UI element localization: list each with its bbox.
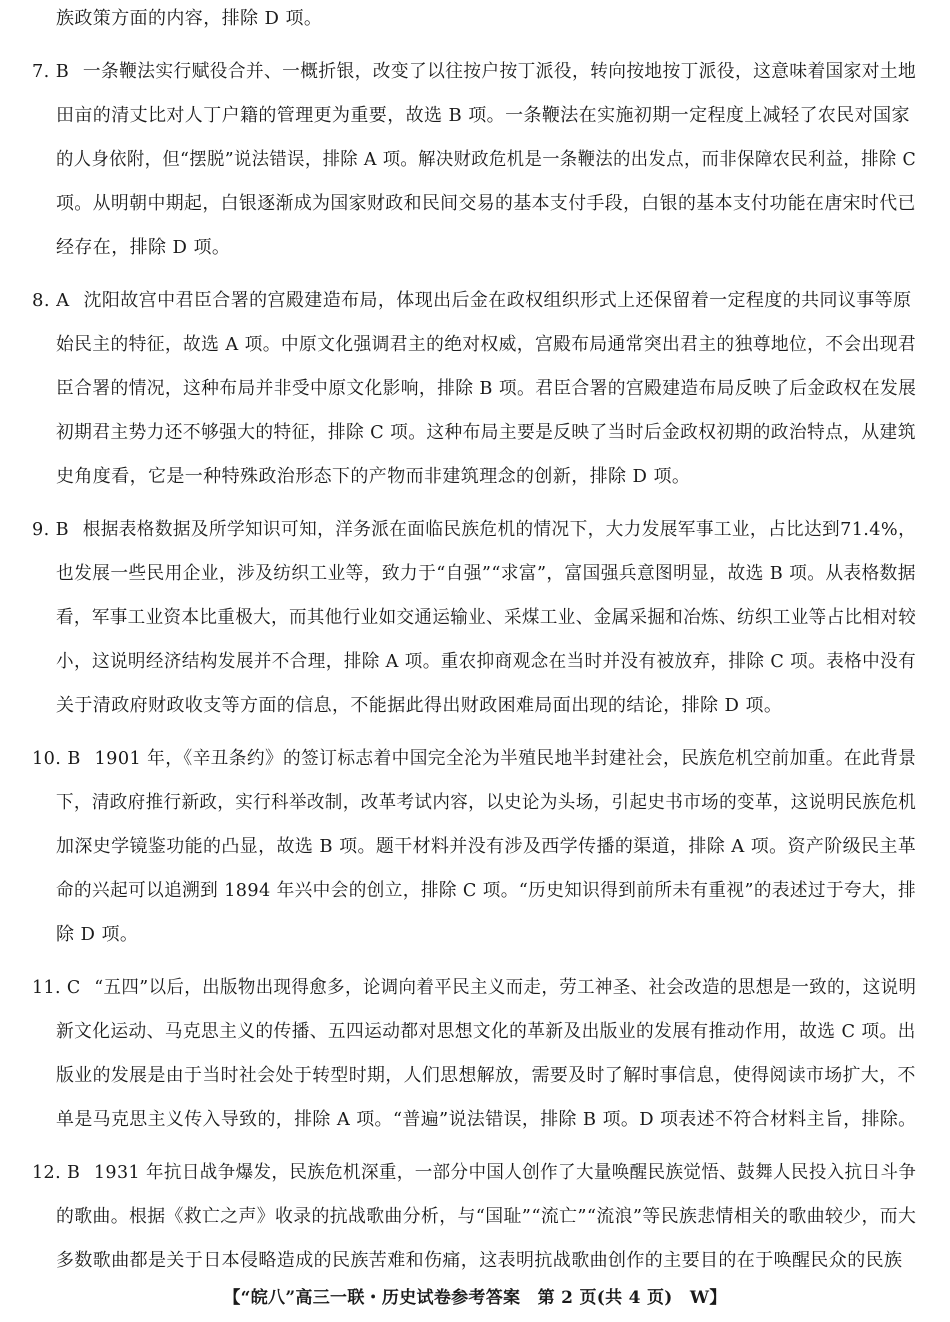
answer-line: 单是马克思主义传入导致的，排除 A 项。“普遍”说法错误，排除 B 项。D 项表述不符合材料主旨，排除。 — [56, 1109, 917, 1130]
answer-text: 沈阳故宫中君臣合署的宫殿建造布局，体现出后金在政权组织形式上还保留着一定程度的共同议事等原 — [83, 290, 912, 311]
answer-text: 一条鞭法实行赋役合并、一概折银，改变了以往按户按丁派役，转向按地按丁派役，这意味着国家对土地 — [82, 61, 917, 82]
answer-number: 7. B — [32, 61, 70, 82]
page-footer: 【“皖八”高三一联・历史试卷参考答案 第 2 页(共 4 页) W】 — [223, 1288, 727, 1308]
answer-text: 1931 年抗日战争爆发，民族危机深重，一部分中国人创作了大量唤醒民族觉悟、鼓舞人民投入抗日斗争 — [93, 1162, 917, 1183]
answer-line — [32, 518, 917, 542]
answer-line: 小，这说明经济结构发展并不合理，排除 A 项。重农抑商观念在当时并没有被放弃，排除 C 项。表格中没有 — [56, 651, 917, 672]
answer-text: “五四”以后，出版物出现得愈多，论调向着平民主义而走，劳工神圣、社会改造的思想是一致的，这说明 — [94, 977, 917, 998]
answer-line — [32, 976, 917, 1000]
answer-number: 8. A — [32, 290, 70, 311]
answer-line — [32, 747, 917, 771]
answer-line: 关于清政府财政收支等方面的信息，不能据此得出财政困难局面出现的结论，排除 D 项。 — [56, 695, 783, 716]
answer-line: 版业的发展是由于当时社会处于转型时期，人们思想解放，需要及时了解时事信息，使得阅读市场扩大，不 — [56, 1065, 916, 1086]
answer-line: 多数歌曲都是关于日本侵略造成的民族苦难和伤痛，这表明抗战歌曲创作的主要目的在于唤醒民众的民族 — [56, 1250, 903, 1271]
answer-line: 命的兴起可以追溯到 1894 年兴中会的创立，排除 C 项。“历史知识得到前所未有重视”的表述过于夸大，排 — [56, 880, 917, 901]
answer-line: 田亩的清丈比对人丁户籍的管理更为重要，故选 B 项。一条鞭法在实施初期一定程度上减轻了农民对国家 — [56, 105, 910, 126]
answer-line: 的歌曲。根据《救亡之声》收录的抗战歌曲分析，与“国耻”“流亡”“流浪”等民族悲情相关的歌曲较少，而大 — [56, 1206, 917, 1227]
answer-line: 加深史学镜鉴功能的凸显，故选 B 项。题干材料并没有涉及西学传播的渠道，排除 A 项。资产阶级民主革 — [56, 836, 917, 857]
answer-number: 10. B — [32, 748, 81, 769]
answer-line: 下，清政府推行新政，实行科举改制，改革考试内容，以史论为头场，引起史书市场的变革，这说明民族危机 — [56, 792, 917, 813]
answer-number: 11. C — [32, 977, 81, 998]
answer-number: 9. B — [32, 519, 69, 540]
answer-line: 除 D 项。 — [56, 924, 139, 945]
answer-text: 根据表格数据及所学知识可知，洋务派在面临民族危机的情况下，大力发展军事工业，占比达到71.4%， — [82, 519, 917, 540]
answer-line: 始民主的特征，故选 A 项。中原文化强调君主的绝对权威，宫殿布局通常突出君主的独尊地位，不会出现君 — [56, 334, 917, 355]
answer-line: 经存在，排除 D 项。 — [56, 237, 231, 258]
answer-line — [32, 1161, 917, 1185]
answer-line: 初期君主势力还不够强大的特征，排除 C 项。这种布局主要是反映了当时后金政权初期的政治特点，从建筑 — [56, 422, 916, 443]
answer-number: 12. B — [32, 1162, 81, 1183]
answer-line: 的人身依附，但“摆脱”说法错误，排除 A 项。解决财政危机是一条鞭法的出发点，而非保障农民利益，排除 C — [56, 149, 917, 170]
answer-line: 看，军事工业资本比重极大，而其他行业如交通运输业、采煤工业、金属采掘和冶炼、纺织工业等占比相对较 — [56, 607, 917, 628]
answer-line: 也发展一些民用企业，涉及纺织工业等，致力于“自强”“求富”，富国强兵意图明显，故选 B 项。从表格数据 — [56, 563, 916, 584]
answer-line: 项。从明朝中期起，白银逐渐成为国家财政和民间交易的基本支付手段，白银的基本支付功能在唐宋时代已 — [56, 193, 916, 214]
answer-line: 史角度看，它是一种特殊政治形态下的产物而非建筑理念的创新，排除 D 项。 — [56, 466, 691, 487]
continuation-line: 族政策方面的内容，排除 D 项。 — [56, 8, 323, 29]
answer-line — [32, 60, 917, 84]
answer-line: 臣合署的情况，这种布局并非受中原文化影响，排除 B 项。君臣合署的宫殿建造布局反映了后金政权在发展 — [56, 378, 917, 399]
answer-text: 1901 年，《辛丑条约》的签订标志着中国完全沦为半殖民地半封建社会，民族危机空前加重。在此背景 — [94, 748, 917, 769]
answer-line — [32, 289, 916, 313]
answer-line: 新文化运动、马克思主义的传播、五四运动都对思想文化的革新及出版业的发展有推动作用，故选 C 项。出 — [56, 1021, 916, 1042]
